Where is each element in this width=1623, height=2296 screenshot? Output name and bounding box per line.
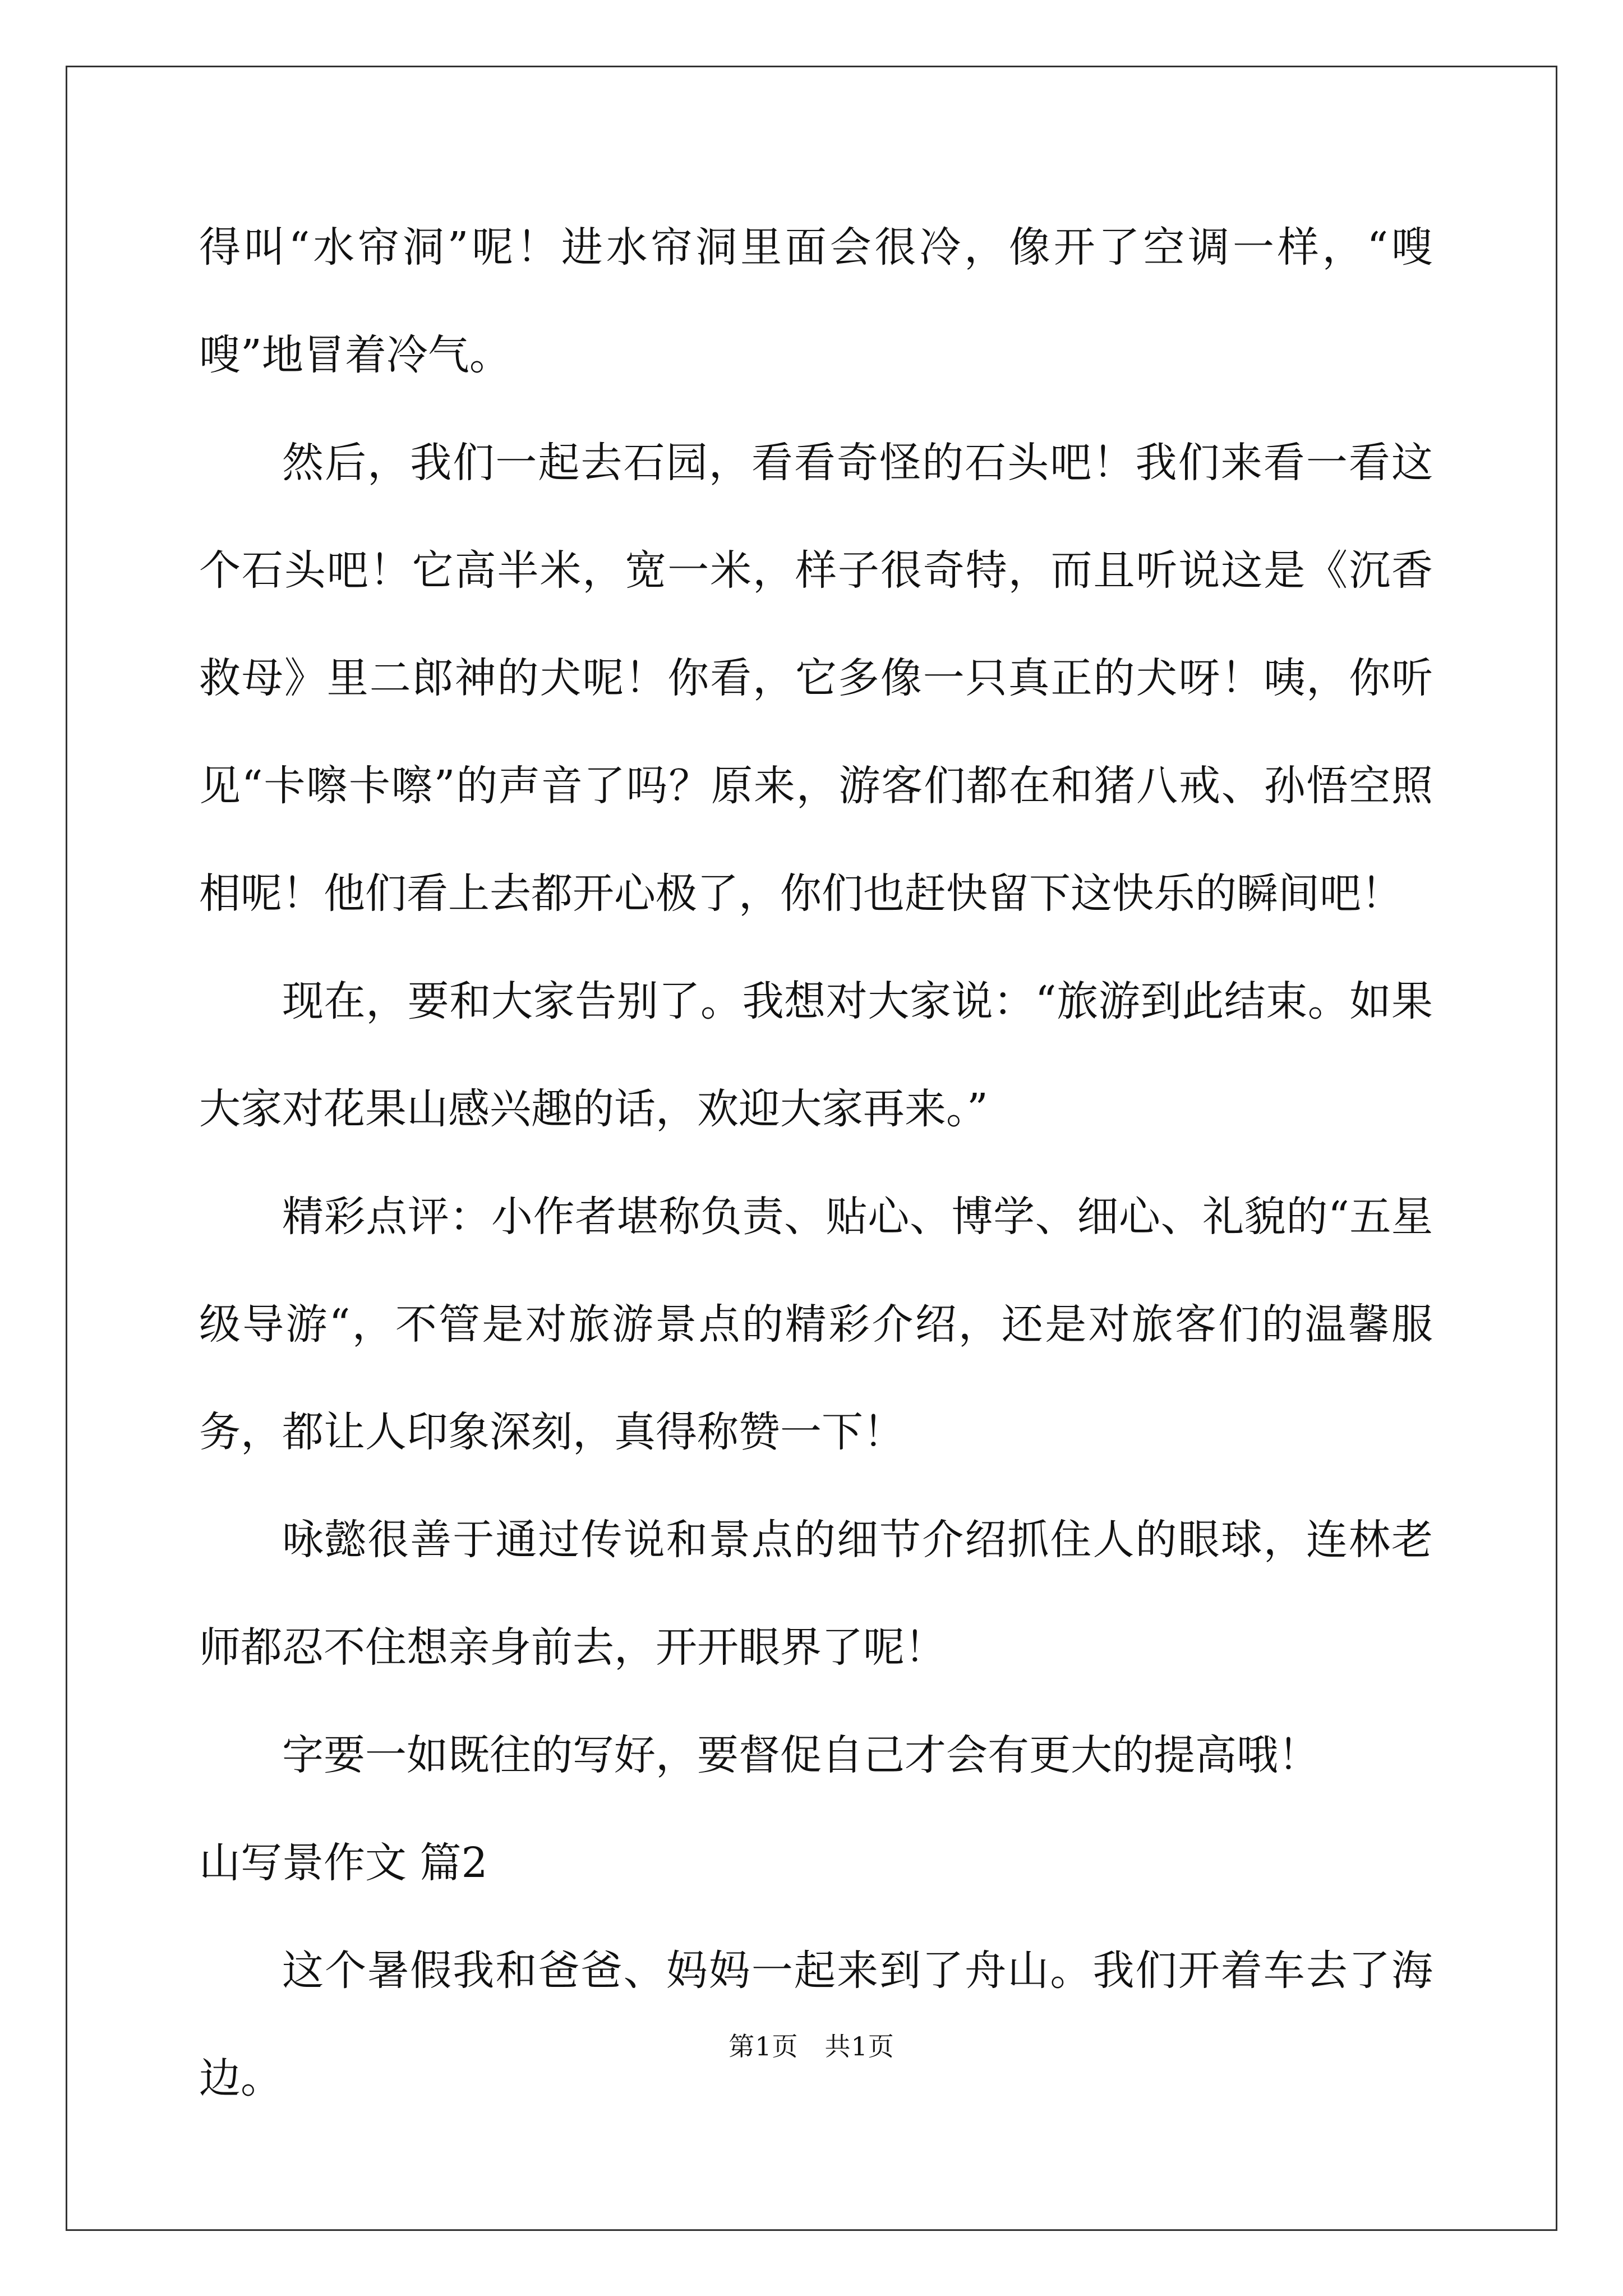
document-body: [199, 194, 1433, 2132]
paragraph-5: 咏懿很善于通过传说和景点的细节介绍抓住人的眼球，连林老师都忍不住想亲身前去，开开眼界了呢！: [199, 1516, 1433, 1672]
paragraph-2: 然后，我们一起去石园，看看奇怪的石头吧！我们来看一看这个石头吧！它高半米，宽一米，样子很奇特，而且听说这是《沉香救母》里二郎神的犬呢！你看，它多像一只真正的犬呀！咦，你听见“卡嚓卡嚓”的声音了吗？原来，游客们都在和猪八戒、孙悟空照相呢！他们看上去都开心极了，你们也赶快留下这快乐的瞬间吧！: [199, 439, 1433, 918]
paragraph-6: 字要一如既往的写好，要督促自己才会有更大的提高哦！: [282, 1731, 1320, 1779]
paragraph-1: 得叫“水帘洞”呢！进水帘洞里面会很冷，像开了空调一样，“嗖嗖”地冒着冷气。: [199, 223, 1433, 379]
paragraph-7: 这个暑假我和爸爸、妈妈一起来到了舟山。我们开着车去了海边。: [199, 1947, 1433, 2102]
page-footer: 第1页 共1页: [728, 2031, 895, 2062]
section-heading: 山写景作文 篇2: [199, 1839, 488, 1887]
paragraph-4: 精彩点评：小作者堪称负责、贴心、博学、细心、礼貌的“五星级导游“，不管是对旅游景点的精彩介绍，还是对旅客们的温馨服务，都让人印象深刻，真得称赞一下！: [199, 1193, 1433, 1456]
paragraph-3: 现在，要和大家告别了。我想对大家说：“旅游到此结束。如果大家对花果山感兴趣的话，欢迎大家再来。”: [199, 977, 1433, 1133]
